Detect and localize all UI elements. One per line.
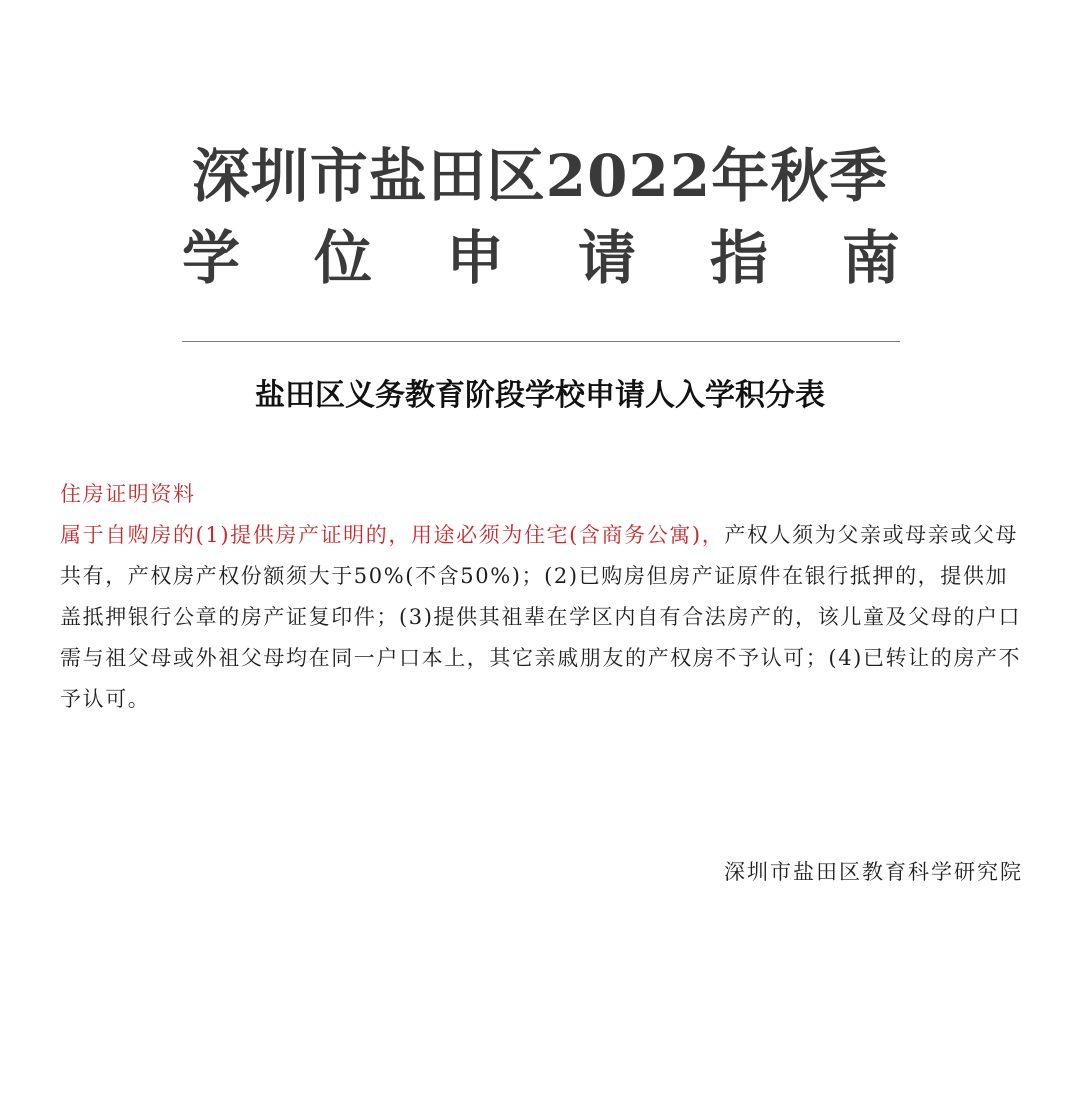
title-line-2-wrapper [0, 138, 1080, 298]
body-content [60, 474, 1024, 720]
title-char: 学 [182, 224, 241, 292]
subtitle: 盐田区义务教育阶段学校申请人入学积分表 [255, 378, 825, 413]
body-paragraph [60, 515, 1024, 720]
title-char: 南 [841, 224, 900, 292]
title-char: 请 [577, 224, 636, 292]
title-line-1: 深圳市盐田区2022年秋季 [191, 142, 889, 210]
paragraph-text: 产权人须为父亲或母亲或父母共有，产权房产权份额须大于50%(不含50%)；(2)已购房但房产证原件在银行抵押的，提供加盖抵押银行公章的房产证复印件；(3)提供其祖辈在学区内自有合法房产的，该儿童及父母的户口需与祖父母或外祖父母均在同一户口本上，其它亲戚朋友的产权房不予认可；(4)已转让的房产不予认可。 [60, 523, 1022, 711]
title-char: 申 [445, 224, 504, 292]
title-char: 位 [313, 224, 372, 292]
paragraph-highlight: 属于自购房的(1)提供房产证明的，用途必须为住宅(含商务公寓)， [60, 523, 725, 547]
title-line-2 [182, 220, 900, 296]
section-heading: 住房证明资料 [60, 482, 196, 506]
title-char: 指 [709, 224, 768, 292]
footer-organization: 深圳市盐田区教育科学研究院 [724, 860, 1023, 884]
title-divider [182, 341, 900, 342]
